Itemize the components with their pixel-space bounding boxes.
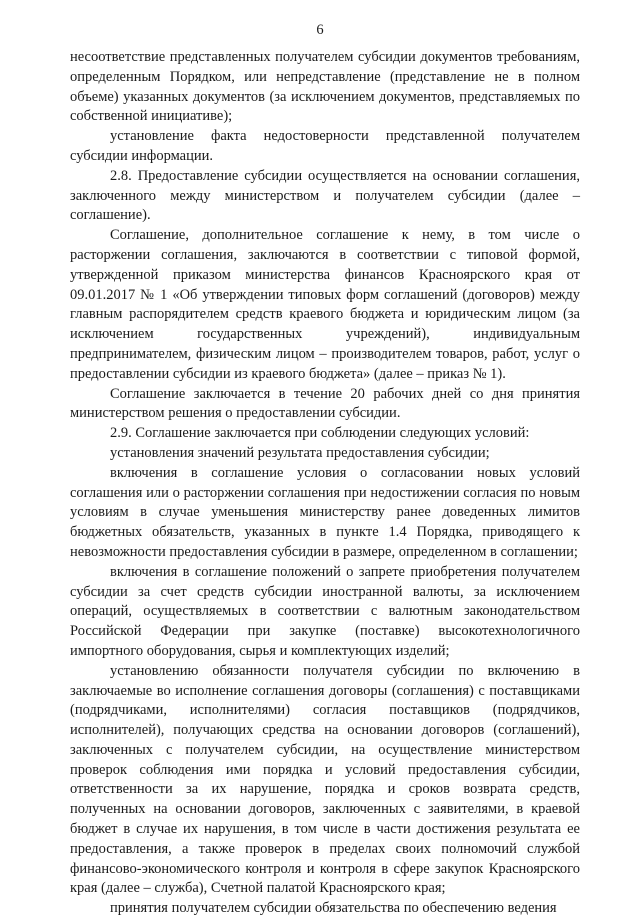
paragraph-4: Соглашение, дополнительное соглашение к нему, в том числе о расторжении соглашения, заключаются в соответствии с типовой формой, утвержденной приказом министерства финансов Красноярского края от 09.01.2017 № 1 «Об утверждении типовых форм соглашений (договоров) между главным распорядителем средств краевого бюджета и юридическим лицом (за исключением государственных учреждений), индивидуальным предпринимателем, физическим лицом – производителем товаров, работ, услуг о предоставлении субсидии из краевого бюджета» (далее – приказ № 1). <box>70 227 580 382</box>
paragraph-1: несоответствие представленных получателем субсидии документов требованиям, определенным Порядком, или непредставление (представление не в полном объеме) указанных документов (за исключением документов, представляемых по собственной инициативе); <box>70 49 580 125</box>
paragraph-7: установления значений результата предоставления субсидии; <box>110 444 490 461</box>
paragraph-9: включения в соглашение положений о запрете приобретения получателем субсидии за счет средств субсидии иностранной валюты, за исключением операций, осуществляемых в соответствии с валютным законодательством Российской Федерации при закупке (поставке) высокотехнологичного импортного оборудования, сырья и комплектующих изделий; <box>70 563 580 659</box>
paragraph-10: установлению обязанности получателя субсидии по включению в заключаемые во исполнение соглашения договоры (соглашения) с поставщиками (подрядчиками, исполнителями) согласия поставщиков (подрядчиков, исполнителей), получающих средства на основании договоров (соглашений), заключенных с получателем субсидии, на осуществление министерством проверок соблюдения ими порядка и условий предоставления субсидии, ответственности за их нарушение, порядка и сроков возврата средств, полученных на основании договоров, заключенных с заявителями, в краевой бюджет в случае их нарушения, в том числе в части достижения результата ее предоставления, а также проверок в пределах своих полномочий службой финансово-экономического контроля и контроля в сфере закупок Красноярского края (далее – служба), Счетной палатой Красноярского края; <box>70 662 580 897</box>
page-number: 6 <box>316 22 324 38</box>
paragraph-8: включения в соглашение условия о согласовании новых условий соглашения или о расторжении соглашения при недостижении согласия по новым условиям в случае уменьшения министерству ранее доведенных лимитов бюджетных обязательств, указанных в пункте 1.4 Порядка, приводящего к невозможности предоставления субсидии в размере, определенном в соглашении; <box>70 464 580 560</box>
document-body <box>70 48 580 919</box>
paragraph-11: принятия получателем субсидии обязательства по обеспечению ведения <box>110 900 557 917</box>
paragraph-5: Соглашение заключается в течение 20 рабочих дней со дня принятия министерством решения о предоставлении субсидии. <box>70 385 580 422</box>
paragraph-2: установление факта недостоверности представленной получателем субсидии информации. <box>70 128 580 164</box>
paragraph-3: 2.8. Предоставление субсидии осуществляется на основании соглашения, заключенного между министерством и получателем субсидии (далее – соглашение). <box>70 167 580 224</box>
paragraph-6: 2.9. Соглашение заключается при соблюдении следующих условий: <box>110 425 530 442</box>
